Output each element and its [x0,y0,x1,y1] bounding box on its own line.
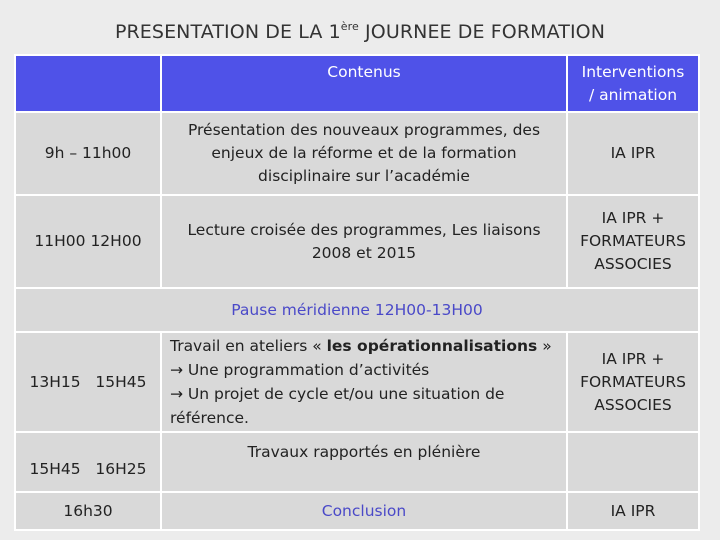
time-cell: 13H15 15H45 [15,332,161,432]
pause-row [15,288,699,332]
table-row [15,112,699,195]
time-cell: 15H45 16H25 [15,432,161,492]
speaker-cell: IA IPR + FORMATEURS ASSOCIES [567,332,699,432]
time-cell: 9h – 11h00 [15,112,161,195]
header-speaker: Interventions / animation [567,55,699,112]
speaker-cell: IA IPR [567,492,699,530]
table-row [15,332,699,432]
header-content: Contenus [161,55,567,112]
speaker-cell [567,432,699,492]
header-row [15,55,699,112]
header-time [15,55,161,112]
time-cell: 16h30 [15,492,161,530]
content-cell: Présentation des nouveaux programmes, des enjeux de la réforme et de la formation disciplinaire sur l’académie [161,112,567,195]
speaker-cell: IA IPR + FORMATEURS ASSOCIES [567,195,699,288]
content-cell: Travaux rapportés en plénière [161,432,567,492]
content-cell: Lecture croisée des programmes, Les liaisons 2008 et 2015 [161,195,567,288]
pause-cell: Pause méridienne 12H00-13H00 [15,288,699,332]
table-row [15,432,699,492]
speaker-cell: IA IPR [567,112,699,195]
time-cell: 11H00 12H00 [15,195,161,288]
table-row [15,492,699,530]
content-cell: Conclusion [161,492,567,530]
content-cell: Travail en ateliers « les opérationnalisations » → Une programmation d’activités → Un projet de cycle et/ou une situation de référence. [161,332,567,432]
schedule-table [14,54,700,531]
page-title: PRESENTATION DE LA 1ère JOURNEE DE FORMATION [114,20,606,43]
table-row [15,195,699,288]
